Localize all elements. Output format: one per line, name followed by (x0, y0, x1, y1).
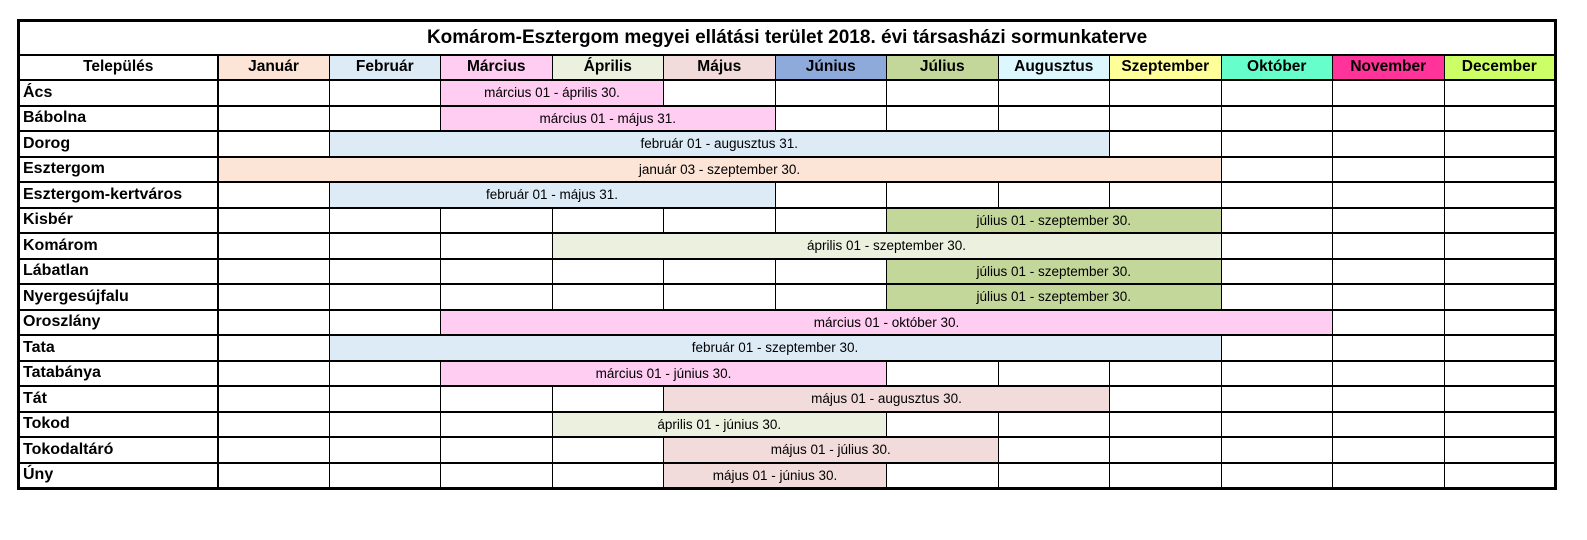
empty-month-cell (441, 284, 553, 310)
empty-month-cell (218, 131, 330, 157)
town-name: Lábatlan (19, 259, 218, 285)
schedule-bar: július 01 - szeptember 30. (887, 259, 1222, 285)
empty-month-cell (1333, 80, 1445, 106)
empty-month-cell (887, 182, 999, 208)
empty-month-cell (1333, 157, 1445, 183)
empty-month-cell (1333, 463, 1445, 489)
month-header: Augusztus (998, 55, 1110, 81)
table-row (19, 106, 1556, 132)
schedule-bar: január 03 - szeptember 30. (218, 157, 1222, 183)
empty-month-cell (1444, 310, 1556, 336)
town-name: Oroszlány (19, 310, 218, 336)
column-header-town: Település (19, 55, 218, 81)
empty-month-cell (1221, 131, 1333, 157)
empty-month-cell (441, 386, 553, 412)
empty-month-cell (218, 106, 330, 132)
table-row (19, 182, 1556, 208)
empty-month-cell (1221, 233, 1333, 259)
table-row (19, 463, 1556, 489)
table-row (19, 361, 1556, 387)
empty-month-cell (552, 463, 664, 489)
empty-month-cell (1444, 412, 1556, 438)
empty-month-cell (1110, 386, 1222, 412)
empty-month-cell (1333, 106, 1445, 132)
table-row (19, 259, 1556, 285)
empty-month-cell (998, 182, 1110, 208)
table-row (19, 284, 1556, 310)
town-name: Esztergom-kertváros (19, 182, 218, 208)
schedule-bar: március 01 - június 30. (441, 361, 887, 387)
table-row (19, 131, 1556, 157)
empty-month-cell (1221, 386, 1333, 412)
empty-month-cell (441, 437, 553, 463)
town-name: Bábolna (19, 106, 218, 132)
empty-month-cell (1110, 361, 1222, 387)
empty-month-cell (1444, 335, 1556, 361)
empty-month-cell (1333, 208, 1445, 234)
empty-month-cell (218, 412, 330, 438)
empty-month-cell (1221, 412, 1333, 438)
schedule-bar: május 01 - július 30. (664, 437, 999, 463)
schedule-bar: március 01 - április 30. (441, 80, 664, 106)
empty-month-cell (1221, 80, 1333, 106)
empty-month-cell (1333, 437, 1445, 463)
empty-month-cell (329, 233, 441, 259)
town-name: Tát (19, 386, 218, 412)
empty-month-cell (1221, 106, 1333, 132)
empty-month-cell (1110, 437, 1222, 463)
empty-month-cell (552, 284, 664, 310)
empty-month-cell (329, 259, 441, 285)
empty-month-cell (218, 259, 330, 285)
empty-month-cell (1110, 80, 1222, 106)
empty-month-cell (998, 437, 1110, 463)
empty-month-cell (1221, 259, 1333, 285)
empty-month-cell (1444, 106, 1556, 132)
month-header: Október (1221, 55, 1333, 81)
schedule-bar: július 01 - szeptember 30. (887, 208, 1222, 234)
empty-month-cell (1333, 233, 1445, 259)
empty-month-cell (1221, 208, 1333, 234)
empty-month-cell (218, 284, 330, 310)
empty-month-cell (218, 310, 330, 336)
schedule-bar: február 01 - május 31. (329, 182, 775, 208)
title-row (19, 21, 1556, 55)
empty-month-cell (998, 463, 1110, 489)
empty-month-cell (218, 437, 330, 463)
empty-month-cell (775, 106, 887, 132)
empty-month-cell (218, 361, 330, 387)
empty-month-cell (552, 437, 664, 463)
schedule-bar: március 01 - október 30. (441, 310, 1333, 336)
empty-month-cell (1110, 412, 1222, 438)
month-header: Május (664, 55, 776, 81)
empty-month-cell (998, 80, 1110, 106)
schedule-bar: május 01 - június 30. (664, 463, 887, 489)
empty-month-cell (998, 106, 1110, 132)
empty-month-cell (218, 463, 330, 489)
empty-month-cell (1333, 284, 1445, 310)
empty-month-cell (1333, 361, 1445, 387)
table-row (19, 335, 1556, 361)
empty-month-cell (887, 463, 999, 489)
empty-month-cell (1444, 208, 1556, 234)
empty-month-cell (1221, 463, 1333, 489)
empty-month-cell (1333, 386, 1445, 412)
month-header: Július (887, 55, 999, 81)
empty-month-cell (1444, 80, 1556, 106)
empty-month-cell (1444, 157, 1556, 183)
empty-month-cell (1221, 361, 1333, 387)
empty-month-cell (218, 233, 330, 259)
empty-month-cell (441, 463, 553, 489)
month-header: Január (218, 55, 330, 81)
empty-month-cell (1444, 386, 1556, 412)
empty-month-cell (887, 361, 999, 387)
town-name: Tata (19, 335, 218, 361)
empty-month-cell (775, 80, 887, 106)
empty-month-cell (1221, 335, 1333, 361)
empty-month-cell (329, 106, 441, 132)
empty-month-cell (1333, 412, 1445, 438)
table-row (19, 80, 1556, 106)
empty-month-cell (775, 259, 887, 285)
empty-month-cell (1110, 182, 1222, 208)
table-body (19, 80, 1556, 488)
empty-month-cell (1444, 361, 1556, 387)
schedule-bar: április 01 - június 30. (552, 412, 887, 438)
schedule-bar: március 01 - május 31. (441, 106, 776, 132)
table-title: Komárom-Esztergom megyei ellátási terület 2018. évi társasházi sormunkaterve (19, 21, 1556, 55)
header-row (19, 55, 1556, 81)
table-row (19, 412, 1556, 438)
table-row (19, 233, 1556, 259)
empty-month-cell (1333, 259, 1445, 285)
empty-month-cell (664, 80, 776, 106)
empty-month-cell (1110, 131, 1222, 157)
empty-month-cell (218, 386, 330, 412)
empty-month-cell (1333, 182, 1445, 208)
empty-month-cell (998, 412, 1110, 438)
empty-month-cell (887, 80, 999, 106)
empty-month-cell (887, 412, 999, 438)
month-header: Március (441, 55, 553, 81)
empty-month-cell (552, 259, 664, 285)
empty-month-cell (1110, 106, 1222, 132)
empty-month-cell (329, 463, 441, 489)
town-name: Kisbér (19, 208, 218, 234)
table-row (19, 386, 1556, 412)
empty-month-cell (329, 386, 441, 412)
month-header: November (1333, 55, 1445, 81)
schedule-bar: április 01 - szeptember 30. (552, 233, 1221, 259)
town-name: Tokodaltáró (19, 437, 218, 463)
empty-month-cell (441, 259, 553, 285)
empty-month-cell (552, 386, 664, 412)
month-header: Április (552, 55, 664, 81)
schedule-bar: július 01 - szeptember 30. (887, 284, 1222, 310)
empty-month-cell (887, 106, 999, 132)
schedule-bar: február 01 - augusztus 31. (329, 131, 1110, 157)
town-name: Ács (19, 80, 218, 106)
empty-month-cell (1110, 463, 1222, 489)
empty-month-cell (775, 208, 887, 234)
town-name: Nyergesújfalu (19, 284, 218, 310)
empty-month-cell (218, 208, 330, 234)
empty-month-cell (218, 80, 330, 106)
month-header: Február (329, 55, 441, 81)
empty-month-cell (329, 310, 441, 336)
empty-month-cell (664, 208, 776, 234)
table-row (19, 157, 1556, 183)
town-name: Esztergom (19, 157, 218, 183)
table-row (19, 437, 1556, 463)
empty-month-cell (1221, 284, 1333, 310)
empty-month-cell (1444, 437, 1556, 463)
empty-month-cell (329, 208, 441, 234)
town-name: Tokod (19, 412, 218, 438)
empty-month-cell (329, 437, 441, 463)
empty-month-cell (1333, 131, 1445, 157)
empty-month-cell (329, 361, 441, 387)
town-name: Tatabánya (19, 361, 218, 387)
town-name: Komárom (19, 233, 218, 259)
empty-month-cell (664, 284, 776, 310)
town-name: Úny (19, 463, 218, 489)
town-name: Dorog (19, 131, 218, 157)
empty-month-cell (1333, 335, 1445, 361)
empty-month-cell (1444, 182, 1556, 208)
month-header: December (1444, 55, 1556, 81)
empty-month-cell (1221, 157, 1333, 183)
empty-month-cell (775, 182, 887, 208)
empty-month-cell (329, 412, 441, 438)
schedule-table (17, 19, 1557, 490)
empty-month-cell (329, 80, 441, 106)
empty-month-cell (1444, 233, 1556, 259)
empty-month-cell (1221, 437, 1333, 463)
empty-month-cell (775, 284, 887, 310)
empty-month-cell (1333, 310, 1445, 336)
table-row (19, 310, 1556, 336)
table-row (19, 208, 1556, 234)
empty-month-cell (552, 208, 664, 234)
empty-month-cell (441, 233, 553, 259)
empty-month-cell (329, 284, 441, 310)
empty-month-cell (218, 182, 330, 208)
empty-month-cell (1444, 259, 1556, 285)
empty-month-cell (1444, 131, 1556, 157)
empty-month-cell (218, 335, 330, 361)
schedule-bar: február 01 - szeptember 30. (329, 335, 1221, 361)
month-header: Szeptember (1110, 55, 1222, 81)
empty-month-cell (664, 259, 776, 285)
empty-month-cell (441, 412, 553, 438)
empty-month-cell (441, 208, 553, 234)
empty-month-cell (1221, 182, 1333, 208)
schedule-bar: május 01 - augusztus 30. (664, 386, 1110, 412)
empty-month-cell (1444, 284, 1556, 310)
empty-month-cell (998, 361, 1110, 387)
empty-month-cell (1444, 463, 1556, 489)
month-header: Június (775, 55, 887, 81)
